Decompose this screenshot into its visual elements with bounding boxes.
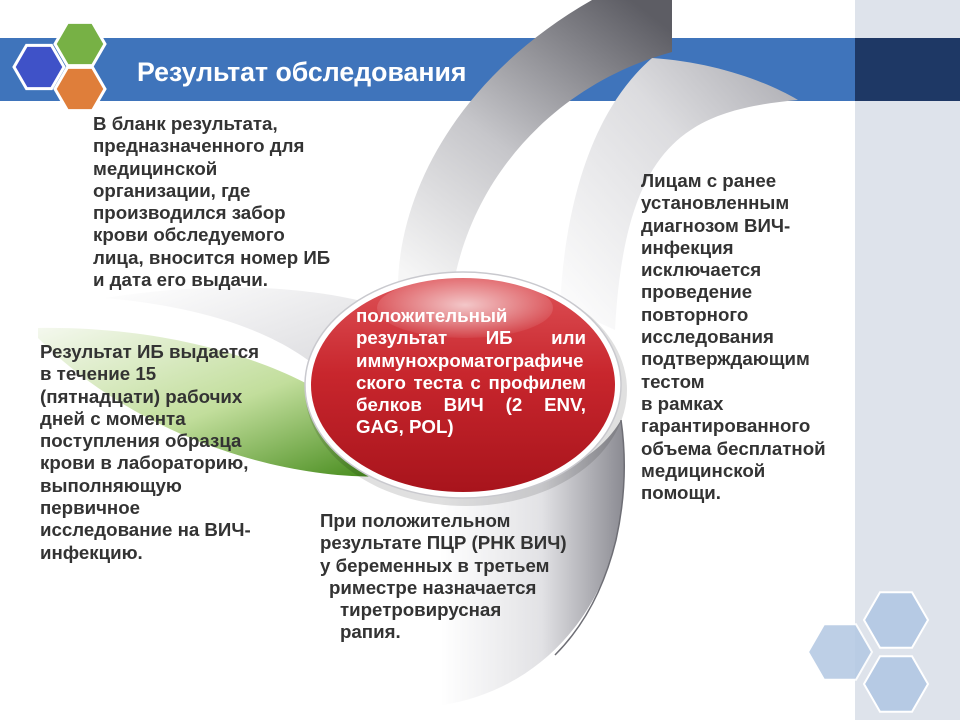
form-note-line: предназначенного для — [93, 135, 305, 157]
positive-result-line: иммунохроматографиче — [356, 349, 584, 371]
form-note-line: лица, вносится номер ИБ — [93, 246, 331, 268]
pregnant-pcr-line: При положительном — [320, 510, 511, 531]
pregnant-pcr-line: риместре назначается — [329, 576, 537, 598]
prior-diagnosis-text — [641, 170, 826, 504]
issue-time-line: первичное — [40, 497, 141, 519]
prior-diagnosis-line: диагнозом ВИЧ- — [641, 214, 791, 236]
issue-time-line: дней с момента — [40, 407, 186, 429]
positive-result-line: результат ИБ или — [356, 327, 586, 349]
form-note-line: В бланк результата, — [93, 113, 278, 134]
hexagon-cluster-bottom-right — [808, 592, 928, 711]
prior-diagnosis-line: Лицам с ранее — [641, 170, 777, 191]
prior-diagnosis-line: проведение — [641, 281, 753, 303]
issue-time-line: Результат ИБ выдается — [40, 341, 260, 362]
pregnant-pcr-line: у беременных в третьем — [320, 554, 550, 576]
issue-time-text — [40, 341, 259, 564]
form-note-line: медицинской — [93, 157, 218, 179]
form-note-line: производился забор — [93, 202, 286, 224]
prior-diagnosis-line: в рамках — [641, 392, 724, 414]
issue-time-line: инфекцию. — [40, 541, 143, 563]
pregnant-pcr-line: рапия. — [340, 621, 401, 643]
hexagon-light-top — [864, 592, 928, 647]
prior-diagnosis-line: исключается — [641, 259, 762, 281]
prior-diagnosis-line: установленным — [641, 192, 790, 214]
pregnant-pcr-line: тиретровирусная — [340, 599, 502, 621]
prior-diagnosis-line: объема бесплатной — [641, 437, 826, 459]
hexagon-blue — [14, 45, 64, 88]
hexagon-orange — [55, 67, 105, 110]
pregnant-pcr-line: результате ПЦР (РНК ВИЧ) — [320, 532, 567, 554]
form-note-line: организации, где — [93, 179, 251, 201]
prior-diagnosis-line: помощи. — [641, 482, 721, 504]
prior-diagnosis-line: гарантированного — [641, 415, 811, 437]
issue-time-line: в течение 15 — [40, 363, 157, 385]
hexagon-cluster-top-left — [14, 22, 105, 110]
hexagon-light-bottom — [864, 656, 928, 711]
positive-result-line: GAG, POL) — [356, 416, 454, 438]
prior-diagnosis-line: тестом — [641, 370, 705, 392]
form-note-line: крови обследуемого — [93, 224, 285, 246]
prior-diagnosis-line: повторного — [641, 303, 749, 325]
issue-time-line: (пятнадцати) рабочих — [40, 385, 243, 407]
prior-diagnosis-line: исследования — [641, 326, 774, 348]
issue-time-line: крови в лабораторию, — [40, 452, 249, 474]
slide-title: Результат обследования — [137, 57, 467, 87]
positive-result-text — [356, 305, 586, 439]
prior-diagnosis-line: инфекция — [641, 236, 734, 258]
positive-result-line: белков ВИЧ (2 ENV, — [356, 394, 586, 416]
form-note-text — [93, 113, 330, 291]
hexagon-green — [55, 22, 105, 65]
issue-time-line: выполняющую — [40, 474, 182, 496]
prior-diagnosis-line: медицинской — [641, 459, 766, 481]
positive-result-line: положительный — [356, 305, 508, 326]
positive-result-line: ского теста с профилем — [356, 371, 586, 393]
pregnant-pcr-text — [320, 510, 567, 644]
hexagon-light-left — [808, 624, 872, 679]
form-note-line: и дата его выдачи. — [93, 269, 268, 291]
issue-time-line: исследование на ВИЧ- — [40, 519, 251, 541]
issue-time-line: поступления образца — [40, 430, 242, 452]
prior-diagnosis-line: подтверждающим — [641, 348, 810, 370]
